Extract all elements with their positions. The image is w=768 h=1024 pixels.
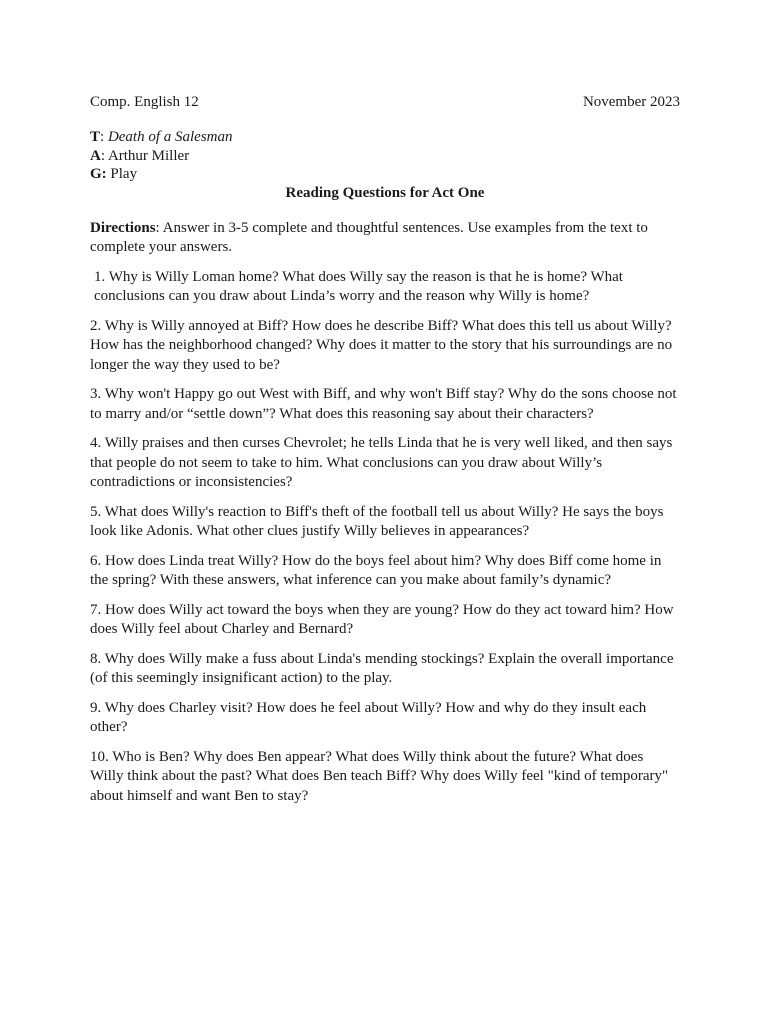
directions-paragraph <box>90 219 680 258</box>
meta-genre-value: Play <box>110 166 138 182</box>
meta-genre-label: G: <box>90 166 107 182</box>
directions-label: Directions <box>90 219 156 236</box>
question-8: 8. Why does Willy make a fuss about Linda's mending stockings? Explain the overall importance (of this seemingly insignificant action) to the play. <box>90 650 674 686</box>
question-1: 1. Why is Willy Loman home? What does Willy say the reason is that he is home? What conclusions can you draw about Linda’s worry and the reason why Willy is home? <box>94 268 623 304</box>
document-page <box>90 93 680 806</box>
page-title: Reading Questions for Act One <box>285 184 485 201</box>
question-5: 5. What does Willy's reaction to Biff's theft of the football tell us about Willy? He says the boys look like Adonis. What other clues justify Willy believes in appearances? <box>90 503 664 539</box>
question-6: 6. How does Linda treat Willy? How do the boys feel about him? Why does Biff come home in the spring? With these answers, what inference can you make about family’s dynamic? <box>90 552 662 588</box>
meta-title-label: T <box>90 129 101 145</box>
meta-genre-line <box>90 165 680 184</box>
directions-text: : Answer in 3-5 complete and thoughtful sentences. Use examples from the text to complete your answers. <box>90 219 648 255</box>
meta-title-value: Death of a Salesman <box>107 129 233 145</box>
question-3: 3. Why won't Happy go out West with Biff, and why won't Biff stay? Why do the sons choose not to marry and/or “settle down”? What does this reasoning say about their characters? <box>90 386 677 422</box>
question-2: 2. Why is Willy annoyed at Biff? How does he describe Biff? What does this tell us about Willy? How has the neighborhood changed? Why does it matter to the story that his surroundings are no longer the way they used to be? <box>90 317 673 373</box>
meta-author-line: A: Arthur Miller <box>90 147 190 164</box>
question-9: 9. Why does Charley visit? How does he feel about Willy? How and why do they insult each other? <box>90 699 647 735</box>
work-metadata <box>90 128 680 184</box>
course-name: Comp. English 12 <box>90 94 199 110</box>
question-7: 7. How does Willy act toward the boys when they are young? How do they act toward him? How does Willy feel about Charley and Bernard? <box>90 601 674 637</box>
document-date: November 2023 <box>582 94 680 110</box>
meta-title-line: T: Death of a Salesman <box>90 129 233 145</box>
question-10: 10. Who is Ben? Why does Ben appear? What does Willy think about the future? What does Willy think about the past? What does Ben teach Biff? Why does Willy feel "kind of temporary" about himself and want Ben to stay? <box>90 748 669 804</box>
question-4: 4. Willy praises and then curses Chevrolet; he tells Linda that he is very well liked, and then says that people do not seem to take to him. What conclusions can you draw about Willy’s contradictions or inconsistencies? <box>90 435 673 490</box>
meta-author-label: A <box>90 147 101 164</box>
document-header <box>90 93 680 112</box>
meta-author-value: Arthur Miller <box>107 147 190 164</box>
